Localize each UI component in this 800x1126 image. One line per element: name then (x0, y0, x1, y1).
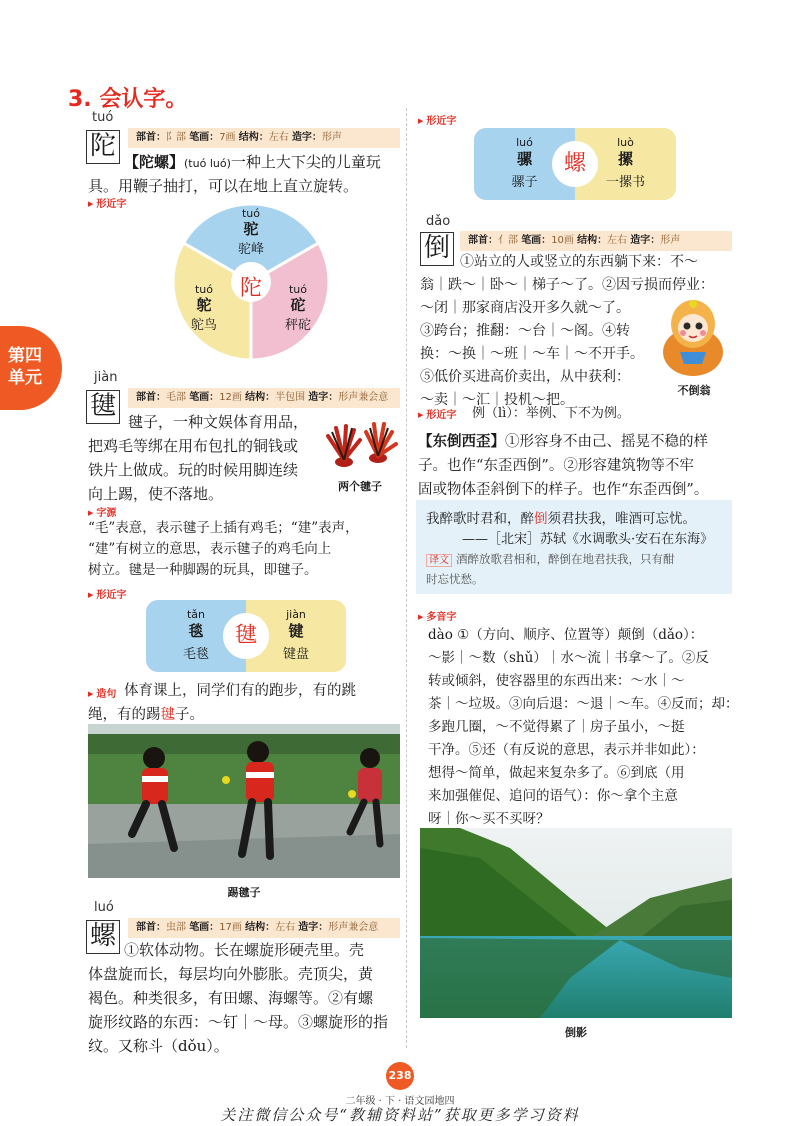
jian-pinyin: jiàn (94, 370, 118, 385)
poem-translation: 译文 酒醉放歌君相和，醉倒在地君扶我，只有酣 (426, 550, 722, 570)
tuo-definition-line2: 具。用鞭子抽打，可以在地上直立旋转。 (88, 177, 359, 195)
dao-xingjin-text: 例（lì）：举例、下不为例。 (472, 406, 630, 421)
jian-char-box: 毽 (86, 390, 120, 424)
watermark-text: 关注微信公众号“教辅资料站”获取更多学习资料 (220, 1106, 580, 1124)
luo-def-line3: 褐色。种类很多，有田螺、海螺等。②有螺 (88, 989, 374, 1007)
dao-info-bar: 部首：亻部 笔画：10画 结构：左右 造字：形声 (460, 231, 732, 251)
luo-xingjin-pill (474, 128, 676, 200)
tumbler-doll-image (658, 294, 728, 376)
jian-origin-text: “毛”表意，表示毽子上插有鸡毛；“建”表声， “建”有树立的意思，表示毽子的鸡毛向上 树立。毽是一种脚踢的玩具，即毽子。 (88, 520, 359, 578)
luo-xingjin-label: ▶ 形近字 (418, 112, 456, 127)
poem-translation-2: 时忘忧愁。 (426, 572, 484, 586)
pie-left-entry: tuó 鸵 鸵鸟 (190, 283, 217, 333)
dao-duoyin-text: dào ①（方向、顺序、位置等）颠倒（dǎo）： ～影｜～数（shǔ）｜水～流｜书拿～了。②反 转或倾斜，使容器里的东西出来：～水｜～ 茶｜～垃圾。③向后退：～退｜～车。④反而；却： 多跑几圈，～不觉得累了｜房子虽小，～挺 干净。⑤还（有反说的意思，表示并非如此）： 想得～简单，做起来复杂多了。⑥到底（用 来加强催促、追问的语气）：你～拿个主意 呀｜你～买不买呀？ (428, 627, 739, 827)
poem-box (416, 500, 732, 594)
jian-def-line4: 向上踢，使不落地。 (88, 485, 224, 503)
dao-char-box: 倒 (420, 232, 454, 266)
pill-left: tǎn 毯 毛毯 (146, 600, 246, 672)
luo-def-line4: 旋形纹路的东西：～钉｜～母。③螺旋形的指 (88, 1013, 389, 1031)
jian-xingjin-pill (146, 600, 346, 672)
dao-xingjin-label: ▶ 形近字 (418, 406, 456, 421)
pill-right: jiàn 键 键盘 (246, 600, 346, 672)
dao-idiom-line2: 子。也作“东歪西倒”。②形容建筑物等不牢 (418, 458, 694, 474)
unit-tab (0, 326, 62, 410)
luo-info-bar: 部首：虫部 笔画：17画 结构：左右 造字：形声兼会意 (128, 918, 400, 938)
luo-def-line5: 纹。又称斗（dǒu）。 (88, 1037, 229, 1055)
jian-def-line3: 铁片上做成。玩的时候用脚连续 (88, 461, 299, 479)
luo-pill-right: luò 摞 一摞书 (575, 128, 676, 200)
unit-tab-line2: 单元 (8, 368, 42, 388)
kicking-photo-caption: 踢毽子 (227, 886, 261, 899)
tuo-char-box: 陀 (86, 130, 120, 164)
jian-xingjin-label: ▶ 形近字 (88, 586, 126, 601)
jian-def-line1: 毽子，一种文娱体育用品， (128, 413, 309, 431)
luo-def-line1: ①软体动物。长在螺旋形硬壳里。壳 (124, 941, 365, 959)
jian-zaoju-label: ▶ 造句 (88, 685, 116, 700)
jian-info-bar: 部首：毛部 笔画：12画 结构：半包围 造字：形声兼会意 (128, 388, 400, 408)
section-title: 3. 会认字。 (68, 87, 188, 112)
dao-duoyin-label: ▶ 多音字 (418, 608, 456, 623)
book-info: 二年级 · 下 · 语文园地四 (345, 1096, 455, 1107)
pie-right-entry: tuó 砣 秤砣 (284, 283, 311, 333)
reflection-lake-photo (420, 828, 732, 1018)
jian-ziyuan-label: ▶ 字源 (88, 504, 116, 519)
unit-tab-line1: 第四 (8, 346, 42, 366)
shuttlecock-caption: 两个毽子 (338, 480, 382, 493)
tumbler-caption: 不倒翁 (677, 384, 711, 397)
luo-def-line2: 体盘旋而长，每层均向外膨胀。壳顶尖，黄 (88, 965, 374, 983)
luo-char-box: 螺 (86, 920, 120, 954)
tuo-xingjin-label: ▶ 形近字 (88, 195, 126, 210)
page-number: 238 (386, 1062, 414, 1090)
column-divider (406, 108, 407, 1048)
luo-pinyin: luó (94, 900, 114, 915)
pie-top-entry: tuó 驼 驼峰 (237, 207, 264, 257)
tuo-definition-line1: 【陀螺】(tuó luó)一种上大下尖的儿童玩 (124, 153, 381, 171)
jian-sentence-line1: 体育课上，同学们有的跑步，有的跳 (124, 683, 356, 699)
tuo-pinyin: tuó (92, 110, 114, 125)
luo-pill-left: luó 骡 骡子 (474, 128, 575, 200)
kicking-shuttlecock-photo (88, 724, 400, 878)
luo-pill-center-char: 螺 (552, 141, 598, 187)
shuttlecock-image (322, 418, 400, 476)
tuo-pie-labels (172, 203, 330, 361)
jian-sentence-line2: 绳，有的踢毽子。 (88, 707, 204, 723)
jian-def-line2: 把鸡毛等绑在用布包扎的铜钱或 (88, 437, 299, 455)
dao-def-line1: ①站立的人或竖立的东西躺下来：不～ (460, 254, 698, 270)
pill-center-char: 毽 (223, 613, 269, 659)
dao-idiom-line3: 固或物体歪斜倒下的样子。也作“东歪西倒”。 (418, 482, 709, 498)
poem-line1: 我醉歌时君和，醉倒须君扶我，唯酒可忘忧。 (426, 511, 696, 527)
reflection-photo-caption: 倒影 (565, 1026, 587, 1039)
dao-idiom-line1: 【东倒西歪】①形容身不由己、摇晃不稳的样 (418, 433, 708, 450)
poem-source: ——［北宋］苏轼《水调歌头·安石在东海》 (462, 532, 714, 547)
dao-def-lines: 翁｜跌～｜卧～｜梯子～了。②因亏损而停业： ～闭｜那家商店没开多久就～了。 ③跨台；推翻：～台｜～阁。④转 换：～换｜～班｜～车｜～不开手。 ⑤低价买进高价卖出，从中获利： ～卖｜～汇｜投机～把。 (420, 277, 714, 408)
tuo-info-bar: 部首：阝部 笔画：7画 结构：左右 造字：形声 (128, 128, 400, 148)
pie-center-char: 陀 (239, 276, 262, 301)
dao-pinyin: dǎo (426, 214, 451, 229)
